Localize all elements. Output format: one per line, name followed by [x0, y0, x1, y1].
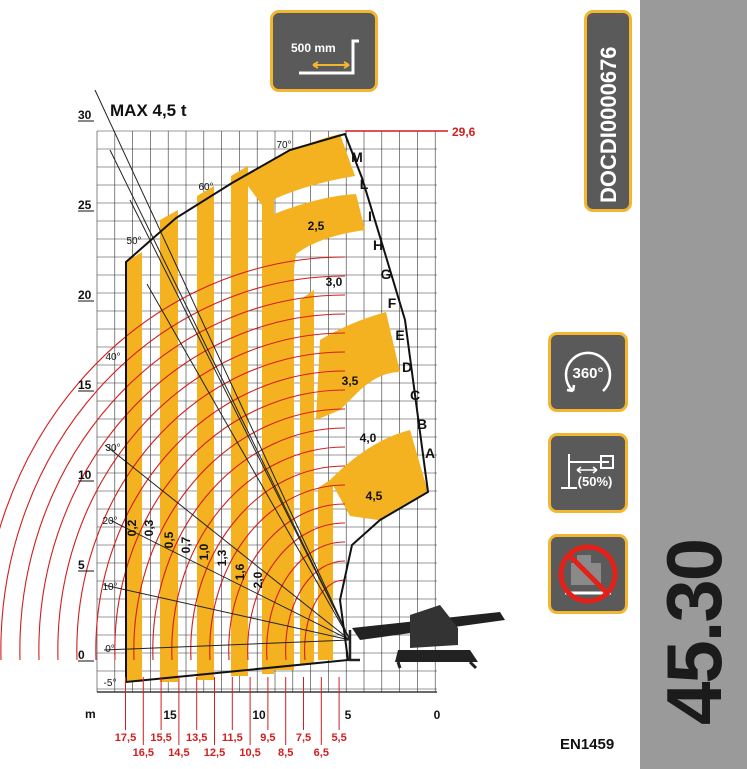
- y-tick-label: 15: [78, 378, 92, 392]
- y-tick-label: 0: [78, 648, 85, 662]
- reach-label: 16,5: [132, 747, 155, 759]
- x-axis-ticks: [163, 708, 440, 722]
- x-tick-label: 10: [252, 708, 266, 722]
- no-stabilizer-icon: [551, 537, 625, 611]
- extension-letter: F: [387, 295, 397, 311]
- reach-label: 8,5: [278, 747, 294, 759]
- load-zone-label: 2,0: [251, 571, 265, 589]
- load-zone-label: 0,2: [125, 519, 139, 537]
- boom-angle-label: 60°: [198, 182, 214, 193]
- y-tick-label: 5: [78, 558, 85, 572]
- boom-angle-label: 30°: [105, 443, 121, 454]
- boom-angle-label: 70°: [276, 140, 292, 151]
- reach-label: 7,5: [295, 732, 312, 744]
- load-zone-top: [242, 134, 355, 205]
- no-outriggers-badge: [548, 534, 628, 614]
- load-curve: [39, 314, 345, 660]
- load-zone-4-5: [330, 430, 428, 520]
- reach-label: 10,5: [239, 747, 261, 759]
- telehandler-silhouette: [350, 605, 505, 668]
- x-tick-label: 15: [163, 708, 177, 722]
- extension-letter: B: [416, 416, 428, 432]
- load-zone-label: 1,3: [215, 549, 229, 567]
- load-zone-label: 3,0: [325, 275, 343, 289]
- y-tick-label: 25: [78, 198, 92, 212]
- boom-angle-label: -5°: [103, 678, 117, 689]
- standard-label: EN1459: [560, 736, 615, 753]
- load-zone-label: 0,7: [179, 536, 193, 554]
- extension-letter: C: [409, 387, 421, 403]
- boom-angle-label: 20°: [102, 516, 118, 527]
- extension-letter: A: [424, 445, 436, 461]
- reach-label: 12,5: [203, 747, 226, 759]
- reach-label: 17,5: [114, 732, 137, 744]
- boom-angle-label: 50°: [126, 236, 142, 247]
- load-curve: [20, 295, 345, 660]
- load-zone-label: 3,5: [341, 374, 359, 388]
- rotation-label: 360°: [572, 365, 604, 382]
- fork-distance-label: 500 mm: [291, 41, 336, 55]
- outrigger-shape: [398, 662, 476, 668]
- boom-angle-label: 40°: [105, 352, 121, 363]
- extension-letter: I: [368, 208, 372, 224]
- max-height-label: 29,6: [452, 125, 476, 139]
- x-axis-unit: m: [85, 707, 96, 721]
- y-axis-ticks: [78, 108, 94, 662]
- chassis-shape: [395, 650, 478, 662]
- load-zone-label: 4,5: [365, 489, 383, 503]
- load-zone-label: 1,6: [233, 563, 247, 581]
- load-zone-label: 4,0: [359, 431, 377, 445]
- extension-letter: D: [401, 359, 413, 375]
- document-code: DOCDI0000676: [596, 46, 621, 203]
- load-zone-band: [231, 166, 248, 676]
- stabilizer-icon: [551, 436, 625, 510]
- load-zone-label: 0,5: [162, 531, 176, 549]
- load-zone-band: [300, 290, 314, 664]
- x-tick-label: 0: [433, 708, 441, 722]
- boom-angle-label: 10°: [102, 582, 118, 593]
- document-code-badge: [584, 10, 632, 212]
- extension-letter: M: [351, 149, 363, 165]
- reach-label: 15,5: [150, 732, 172, 744]
- load-zone-band: [126, 252, 142, 682]
- boom-angle-label: 0°: [105, 644, 115, 655]
- y-tick-label: 10: [78, 468, 92, 482]
- stabilizers-label: (50%): [577, 474, 613, 489]
- reach-label: 6,5: [313, 747, 329, 759]
- load-zone-label: 1,0: [197, 543, 211, 561]
- x-tick-label: 5: [344, 708, 352, 722]
- extension-letter: G: [380, 266, 392, 282]
- reach-label: 11,5: [221, 732, 243, 744]
- load-zone-label: 0,3: [142, 519, 156, 537]
- extension-letter: L: [359, 176, 369, 192]
- extension-letter: H: [372, 237, 384, 253]
- reach-label: 14,5: [168, 747, 190, 759]
- reach-label: 13,5: [185, 732, 208, 744]
- load-zone-label: 2,5: [307, 219, 325, 233]
- extension-letter: E: [395, 327, 405, 343]
- reach-label: 9,5: [260, 732, 276, 744]
- load-zone-band: [262, 166, 274, 674]
- rotation-360-badge: [548, 332, 628, 412]
- rotation-icon: [551, 335, 625, 409]
- stabilizers-badge: [548, 433, 628, 513]
- chart-title: MAX 4,5 t: [110, 101, 187, 120]
- y-tick-label: 20: [78, 288, 92, 302]
- model-number: 45.30: [650, 539, 738, 725]
- y-tick-label: 30: [78, 108, 92, 122]
- reach-label: 5,5: [331, 732, 347, 744]
